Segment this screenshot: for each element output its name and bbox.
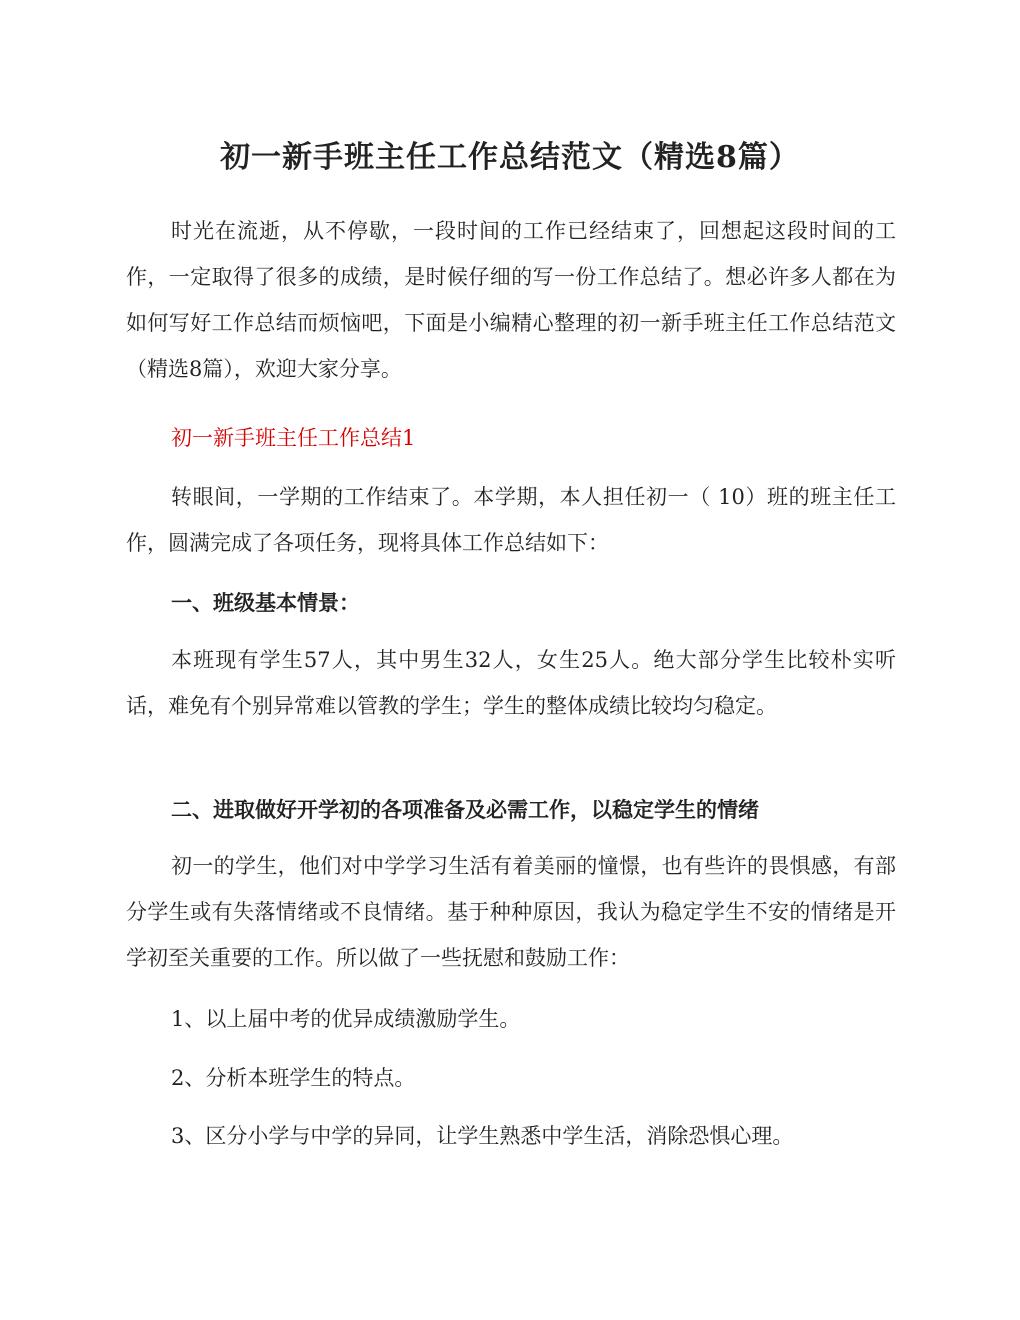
subsection-2-paragraph: 初一的学生，他们对中学学习生活有着美丽的憧憬，也有些许的畏惧感，有部分学生或有失落情绪或不良情绪。基于种种原因，我认为稳定学生不安的情绪是开学初至关重要的工作。所以做了一些抚慰和鼓励工作： [126, 854, 896, 970]
list-item-2: 2、分析本班学生的特点。 [171, 1066, 416, 1090]
document-title: 初一新手班主任工作总结范文（精选8篇） [220, 140, 800, 175]
intro-paragraph: 时光在流逝，从不停歇，一段时间的工作已经结束了，回想起这段时间的工作，一定取得了很多的成绩，是时候仔细的写一份工作总结了。想必许多人都在为如何写好工作总结而烦恼吧，下面是小编精心整理的初一新手班主任工作总结范文（精选8篇），欢迎大家分享。 [126, 219, 896, 381]
section-1-heading: 初一新手班主任工作总结1 [171, 426, 416, 450]
list-item-3: 3、区分小学与中学的异同，让学生熟悉中学生活，消除恐惧心理。 [171, 1124, 794, 1148]
section-1-paragraph: 转眼间，一学期的工作结束了。本学期，本人担任初一（ 10）班的班主任工作，圆满完成了各项任务，现将具体工作总结如下： [126, 485, 896, 555]
subsection-2-heading: 二、进取做好开学初的各项准备及必需工作，以稳定学生的情绪 [171, 797, 759, 822]
list-item-1: 1、以上届中考的优异成绩激励学生。 [171, 1007, 521, 1031]
subsection-1-heading: 一、班级基本情景： [171, 590, 360, 615]
subsection-1-paragraph: 本班现有学生57人，其中男生32人，女生25人。绝大部分学生比较朴实听话，难免有个别异常难以管教的学生；学生的整体成绩比较均匀稳定。 [126, 648, 896, 718]
